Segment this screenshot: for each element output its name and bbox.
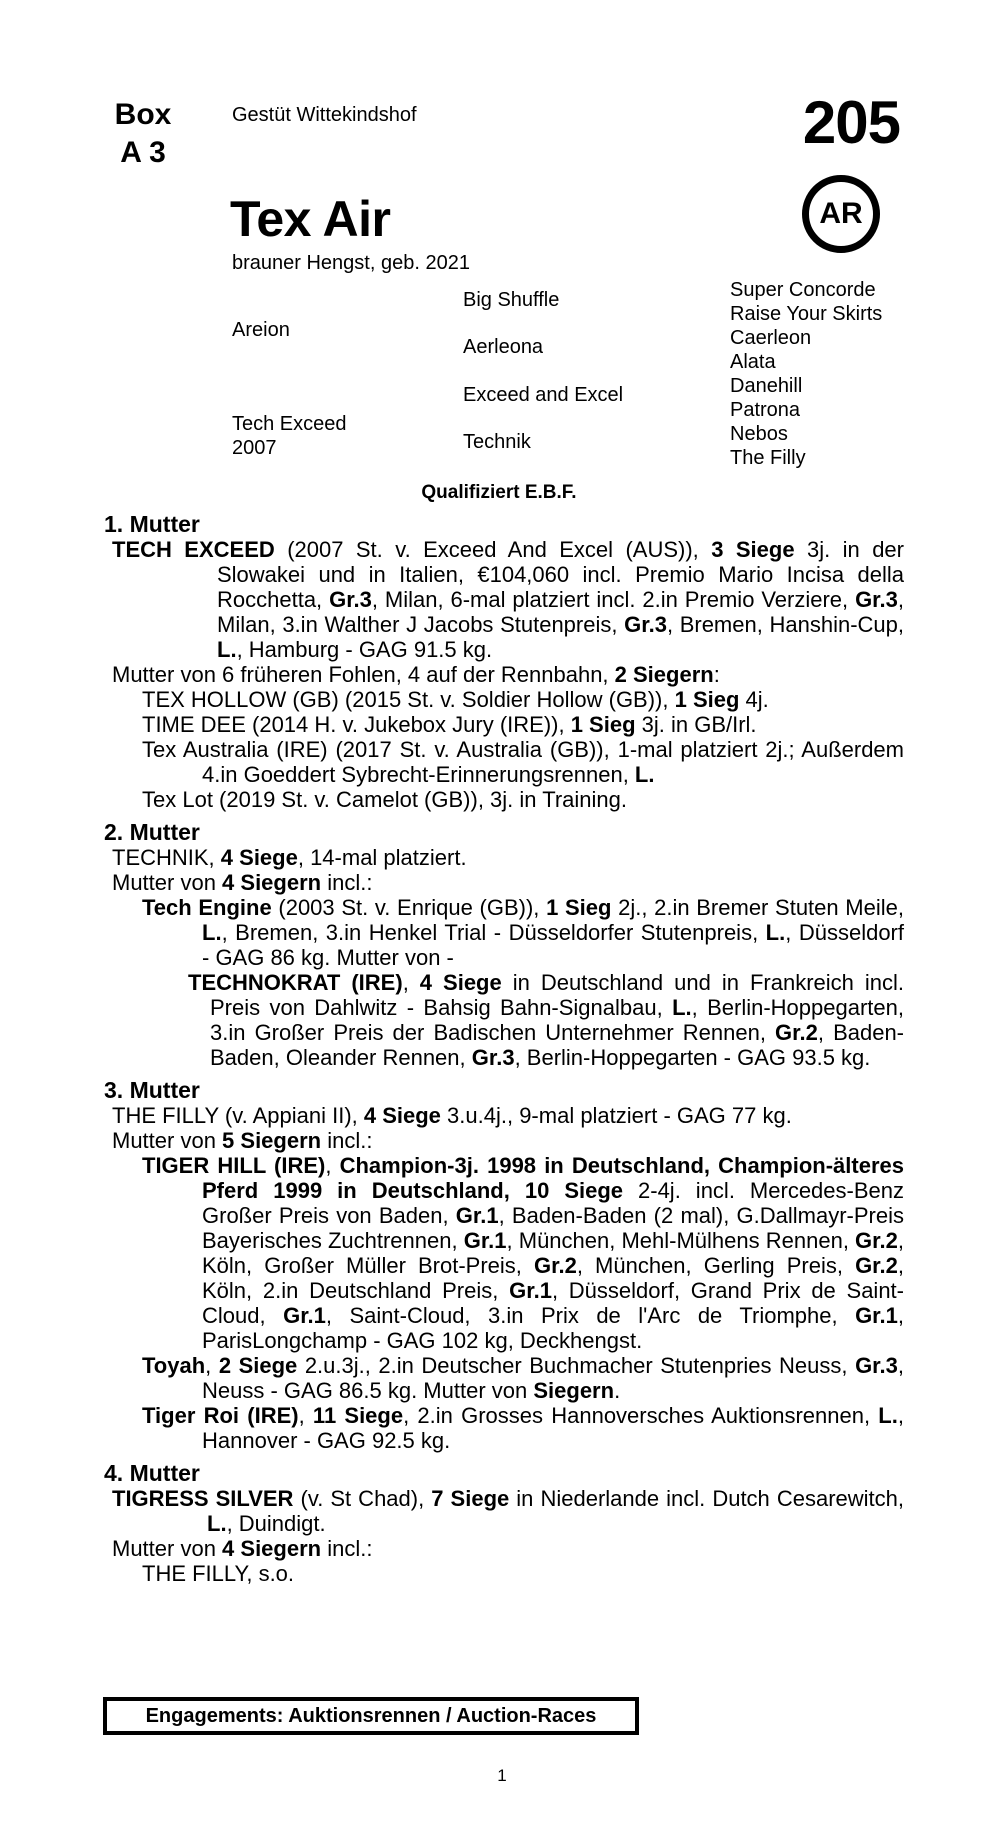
text: Mutter von bbox=[112, 870, 223, 895]
pedigree-entry bbox=[104, 737, 904, 787]
text: . bbox=[614, 1378, 621, 1403]
bold-text: 4 Siege bbox=[363, 1103, 441, 1128]
text: 2-4j. incl. Mercedes-Benz Großer Preis von Baden, bbox=[202, 1178, 904, 1228]
text: 4j. bbox=[739, 687, 769, 712]
text: , Hannover - GAG 92.5 kg. bbox=[202, 1403, 904, 1453]
bold-text: Champion-3j. 1998 in Deutschland, Champion-älteres Pferd 1999 in Deutschland, 10 Siege bbox=[202, 1153, 904, 1203]
bold-text: 1 Sieg bbox=[546, 895, 612, 920]
text: , Baden-Baden, Oleander Rennen, bbox=[210, 1020, 905, 1070]
bold-text: Gr.3 bbox=[624, 612, 667, 637]
bold-text: L. bbox=[672, 995, 692, 1020]
text: , bbox=[325, 1153, 340, 1178]
text: , bbox=[298, 1403, 313, 1428]
text: , Saint-Cloud, 3.in Prix de l'Arc de Triomphe, bbox=[325, 1303, 856, 1328]
bold-text: 3 Siege bbox=[711, 537, 795, 562]
section-title: 3. Mutter bbox=[104, 1077, 200, 1103]
text: , bbox=[402, 970, 420, 995]
horse-name: Tex Air bbox=[230, 191, 391, 247]
bold-text: Tiger Roi (IRE) bbox=[142, 1403, 299, 1428]
bold-text: Gr.1 bbox=[855, 1303, 898, 1328]
bold-text: Toyah bbox=[142, 1353, 206, 1378]
text: , Bremen, Hanshin-Cup, bbox=[666, 612, 904, 637]
bold-text: Gr.2 bbox=[775, 1020, 818, 1045]
engagements-box: Engagements: Auktionsrennen / Auction-Races bbox=[103, 1697, 639, 1735]
text: THE FILLY, s.o. bbox=[142, 1561, 295, 1586]
bold-text: Gr.3 bbox=[329, 587, 372, 612]
bold-text: 1 Sieg bbox=[570, 712, 636, 737]
pedigree-grandparent: Technik bbox=[463, 431, 531, 453]
family-section bbox=[104, 820, 904, 1070]
pedigree-entry bbox=[104, 1536, 904, 1561]
text: , Berlin-Hoppegarten, 3.in Großer Preis der Badischen Unternehmer Rennen, bbox=[210, 995, 904, 1045]
text: , 2.in Grosses Hannoversches Auktionsrennen, bbox=[403, 1403, 879, 1428]
horse-description: brauner Hengst, geb. 2021 bbox=[232, 252, 470, 274]
text: (2007 St. v. Exceed And Excel (AUS)), bbox=[274, 537, 712, 562]
bold-text: Gr.3 bbox=[471, 1045, 515, 1070]
pedigree-entry bbox=[104, 1486, 904, 1536]
text: TECHNIK, bbox=[112, 845, 221, 870]
family-section bbox=[104, 1078, 904, 1453]
text: incl.: bbox=[321, 1128, 373, 1153]
text: 3.u.4j., 9-mal platziert - GAG 77 kg. bbox=[440, 1103, 792, 1128]
text: , Duindigt. bbox=[226, 1511, 326, 1536]
page-number-text: 1 bbox=[497, 1766, 507, 1785]
pedigree-great-grandparent: Patrona bbox=[730, 399, 801, 421]
box-label bbox=[103, 96, 183, 172]
text: (v. St Chad), bbox=[293, 1486, 432, 1511]
text: 3j. in der Slowakei und in Italien, €104,060 incl. Premio Mario Incisa della Rocchetta, bbox=[217, 537, 904, 612]
bold-text: Gr.1 bbox=[463, 1228, 507, 1253]
box-number: A 3 bbox=[120, 136, 166, 169]
bold-text: Gr.3 bbox=[855, 587, 898, 612]
box-title: Box bbox=[114, 98, 172, 131]
bold-text: 4 Siegern bbox=[222, 870, 322, 895]
bold-text: 7 Siege bbox=[431, 1486, 510, 1511]
bold-text: Gr.2 bbox=[855, 1228, 898, 1253]
text: , Milan, 3.in Walther J Jacobs Stutenpreis, bbox=[217, 587, 904, 637]
section-title: 1. Mutter bbox=[104, 511, 200, 537]
text: , Köln, 2.in Deutschland Preis, bbox=[202, 1253, 904, 1303]
pedigree-entry bbox=[104, 1353, 904, 1403]
text: in Deutschland und in Frankreich incl. Preis von Dahlwitz - Bahsig Bahn-Signalbau, bbox=[210, 970, 905, 1020]
qualification-text: Qualifiziert E.B.F. bbox=[421, 482, 577, 503]
bold-text: TECH EXCEED bbox=[112, 537, 275, 562]
bold-text: 11 Siege bbox=[312, 1403, 404, 1428]
bold-text: L. bbox=[207, 1511, 227, 1536]
pedigree-entry bbox=[104, 1153, 904, 1353]
bold-text: Gr.1 bbox=[283, 1303, 326, 1328]
section-title: 2. Mutter bbox=[104, 819, 200, 845]
text: TEX HOLLOW (GB) (2015 St. v. Soldier Hollow (GB)), bbox=[142, 687, 675, 712]
pedigree-entry bbox=[104, 787, 904, 812]
pedigree-great-grandparent: The Filly bbox=[730, 447, 806, 469]
pedigree-great-grandparent: Raise Your Skirts bbox=[730, 303, 883, 325]
bold-text: TIGER HILL (IRE) bbox=[142, 1153, 326, 1178]
family-section bbox=[104, 1461, 904, 1586]
pedigree-entry bbox=[104, 1103, 904, 1128]
page-number bbox=[0, 1766, 1000, 1786]
pedigree-entry bbox=[104, 870, 904, 895]
bold-text: Gr.1 bbox=[509, 1278, 552, 1303]
pedigree-entry bbox=[104, 662, 904, 687]
pedigree-great-grandparent: Danehill bbox=[730, 375, 803, 397]
text: , Milan, 6-mal platziert incl. 2.in Premio Verziere, bbox=[371, 587, 856, 612]
bold-text: L. bbox=[634, 762, 655, 787]
pedigree-great-grandparent: Caerleon bbox=[730, 327, 812, 349]
pedigree-great-grandparents bbox=[730, 278, 882, 470]
text: , Düsseldorf - GAG 86 kg. Mutter von - bbox=[202, 920, 904, 970]
bold-text: L. bbox=[202, 920, 222, 945]
text: , Baden-Baden (2 mal), G.Dallmayr-Preis Bayerisches Zuchtrennen, bbox=[202, 1203, 904, 1253]
text: incl.: bbox=[321, 870, 373, 895]
text: Tex Australia (IRE) (2017 St. v. Australia (GB)), 1-mal platziert 2j.; Außerdem 4.in Goeddert Sybrecht-Erinnerungsrennen, bbox=[142, 737, 904, 787]
pedigree-sire: Areion bbox=[232, 319, 290, 341]
pedigree-entry bbox=[104, 1128, 904, 1153]
pedigree-great-grandparent: Alata bbox=[730, 351, 776, 373]
bold-text: Tech Engine bbox=[142, 895, 272, 920]
bold-text: 4 Siege bbox=[220, 845, 298, 870]
bold-text: 4 Siegern bbox=[222, 1536, 322, 1561]
bold-text: Gr.3 bbox=[855, 1353, 898, 1378]
bold-text: 4 Siege bbox=[419, 970, 502, 995]
breeder: Gestüt Wittekindshof bbox=[232, 104, 417, 126]
pedigree-entry bbox=[104, 537, 904, 662]
text: , Köln, Großer Müller Brot-Preis, bbox=[202, 1228, 904, 1278]
bold-text: 2 Siegern bbox=[614, 662, 714, 687]
text: Mutter von bbox=[112, 1536, 223, 1561]
pedigree-grandparent: Aerleona bbox=[463, 336, 544, 358]
bold-text: 1 Sieg bbox=[674, 687, 740, 712]
text: incl.: bbox=[321, 1536, 373, 1561]
text: , München, Mehl-Mülhens Rennen, bbox=[506, 1228, 856, 1253]
text: : bbox=[713, 662, 720, 687]
pedigree-dam-name: Tech Exceed bbox=[232, 413, 347, 435]
text: (2003 St. v. Enrique (GB)), bbox=[271, 895, 547, 920]
pedigree-great-grandparent: Nebos bbox=[730, 423, 788, 445]
bold-text: Gr.2 bbox=[855, 1253, 898, 1278]
bold-text: L. bbox=[217, 637, 237, 662]
bold-text: TECHNOKRAT (IRE) bbox=[188, 970, 403, 995]
bold-text: 2 Siege bbox=[218, 1353, 298, 1378]
pedigree-grandparent: Big Shuffle bbox=[463, 289, 560, 311]
bold-text: Siegern bbox=[533, 1378, 615, 1403]
bold-text: Gr.1 bbox=[455, 1203, 499, 1228]
text: , Berlin-Hoppegarten - GAG 93.5 kg. bbox=[514, 1045, 871, 1070]
text: , München, Gerling Preis, bbox=[576, 1253, 856, 1278]
section-title: 4. Mutter bbox=[104, 1460, 200, 1486]
pedigree-entry bbox=[104, 1561, 904, 1586]
text: TIME DEE (2014 H. v. Jukebox Jury (IRE)), bbox=[142, 712, 571, 737]
pedigree-grandparent: Exceed and Excel bbox=[463, 384, 624, 406]
pedigree-entry bbox=[104, 687, 904, 712]
family-sections bbox=[104, 512, 904, 1594]
pedigree-entry bbox=[104, 845, 904, 870]
pedigree-dam bbox=[232, 412, 347, 460]
text: , Düsseldorf, Grand Prix de Saint-Cloud, bbox=[202, 1278, 904, 1328]
text: , ParisLongchamp - GAG 102 kg, Deckhengst. bbox=[202, 1303, 904, 1353]
text: Mutter von 6 früheren Fohlen, 4 auf der Rennbahn, bbox=[112, 662, 615, 687]
text: in Niederlande incl. Dutch Cesarewitch, bbox=[509, 1486, 904, 1511]
lot-number: 205 bbox=[802, 89, 900, 156]
text: THE FILLY (v. Appiani II), bbox=[112, 1103, 364, 1128]
text: , Neuss - GAG 86.5 kg. Mutter von bbox=[202, 1353, 904, 1403]
text: , 14-mal platziert. bbox=[297, 845, 467, 870]
bold-text: L. bbox=[878, 1403, 898, 1428]
bold-text: Gr.2 bbox=[534, 1253, 577, 1278]
text: Mutter von bbox=[112, 1128, 223, 1153]
bold-text: 5 Siegern bbox=[222, 1128, 322, 1153]
text: Tex Lot (2019 St. v. Camelot (GB)), 3j. in Training. bbox=[142, 787, 628, 812]
text: 2j., 2.in Bremer Stuten Meile, bbox=[611, 895, 904, 920]
pedigree-entry bbox=[104, 712, 904, 737]
pedigree-entry bbox=[104, 970, 904, 1070]
family-section bbox=[104, 512, 904, 812]
pedigree-dam-year: 2007 bbox=[232, 437, 277, 459]
text: , bbox=[205, 1353, 219, 1378]
pedigree-entry bbox=[104, 895, 904, 970]
pedigree-great-grandparent: Super Concorde bbox=[730, 279, 876, 301]
text: , Hamburg - GAG 91.5 kg. bbox=[236, 637, 493, 662]
text: 3j. in GB/Irl. bbox=[635, 712, 757, 737]
pedigree-entry bbox=[104, 1403, 904, 1453]
bold-text: L. bbox=[765, 920, 786, 945]
text: 2.u.3j., 2.in Deutscher Buchmacher Stutenpries Neuss, bbox=[297, 1353, 856, 1378]
ar-badge-icon: AR bbox=[802, 175, 880, 253]
text: , Bremen, 3.in Henkel Trial - Düsseldorfer Stutenpreis, bbox=[221, 920, 766, 945]
qualification bbox=[0, 482, 1000, 504]
bold-text: TIGRESS SILVER bbox=[112, 1486, 294, 1511]
